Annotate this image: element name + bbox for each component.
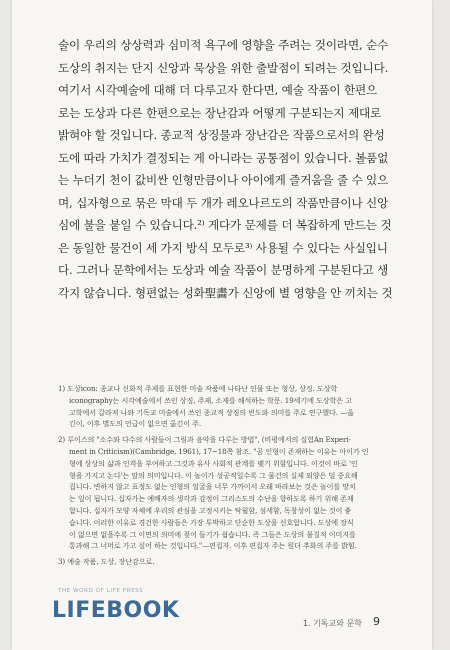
footnote-line: 고학에서 갈라져 나와 기독교 미술에서 쓰인 종교적 상징의 빈도와 의미를 주로 연구했다. —옮	[69, 407, 354, 417]
body-line: 각지 않습니다. 형편없는 성화聖畵가 신앙에 별 영향을 안 끼치는 것	[58, 285, 393, 300]
footnote-line: 는 일이 됩니다. 십자가는 예배자의 생각과 감정이 그리스도의 수난을 향하도록 하기 위해 존재	[69, 494, 354, 504]
body-line: 다. 그러나 문학에서는 도상과 예술 작품이 분명하게 구분된다고 생	[58, 263, 389, 277]
running-footer-chapter: 1. 기독교와 문학	[302, 619, 362, 628]
footnote-line: ment in Criticism)(Cambridge, 1961), 17~18쪽 참조. "곰 인형이 존재하는 이유는 아이가 인	[69, 446, 369, 456]
footnotes	[58, 383, 420, 572]
footnote-line: 1) 도상icon: 종교나 신화적 주제를 표현한 미술 작품에 나타난 인물 또는 형상, 상징. 도상학	[58, 384, 338, 393]
body-text	[58, 34, 420, 304]
book-page	[12, 0, 432, 650]
footnote-line: 습니다. 이러한 이유로 경건한 사람들은 가장 투박하고 단순한 도상을 선호합니다. 도상에 장식	[69, 517, 354, 527]
body-line: 은 동일한 물건이 세 가지 방식 모두로³⁾ 사용될 수 있다는 사실입니	[58, 240, 388, 255]
footnote-1	[58, 383, 420, 430]
watermark-logo-text: LIFEBOOK	[52, 598, 180, 623]
body-line: 심에 불을 붙일 수 있습니다.²⁾ 게다가 문제를 더 복잡하게 만드는 것	[58, 218, 392, 232]
footnote-line: 집니다. 변하지 않고 표정도 없는 인형의 얼굴을 너무 가까이서 오래 바라보는 것은 놀이를 망치	[69, 482, 356, 492]
footnote-line: 2) 루이스의 "소수와 다수의 사람들이 그림과 음악을 다루는 방법", (비평에서의 실험An Experi-	[58, 435, 351, 445]
footnote-line: 3) 예술 작품, 도상, 장난감으로.	[58, 557, 155, 567]
body-line: 밝혀야 할 것입니다. 종교적 상징물과 장난감은 작품으로서의 완성	[58, 128, 385, 142]
footnote-line: 긴이, 이후 별도의 언급이 없으면 옮긴이 주.	[69, 419, 202, 429]
footnote-2	[58, 434, 420, 552]
footnote-line: 형을 가지고 논다'는 말의 의미입니다. 이 놀이가 성공적일수록 그 물건의 실제 외양은 덜 중요해	[69, 470, 358, 480]
lifebook-watermark-logo	[52, 588, 180, 638]
body-line: 도에 따라 가치가 결정되는 게 아니라는 공통점이 있습니다. 볼품없	[58, 150, 389, 165]
body-line: 는 누더기 천이 값비싼 인형만큼이나 아이에게 즐거움을 줄 수 있으	[58, 173, 389, 187]
watermark-publisher-text: THE WORD OF LIFE PRESS	[58, 588, 144, 594]
footnote-3	[58, 556, 420, 568]
footnote-line: iconography는 시각예술에서 쓰인 상징, 주제, 소재를 해석하는 학문. 19세기에 도상학은 고	[69, 395, 352, 405]
footnote-line: 통과해 그 너머로 가고 싶어 하는 것입니다."—편집자. 이후 편집자 주는 원더 추화의 주를 밝힘.	[69, 541, 357, 551]
footnote-line: 합니다. 십자가 모양 자체에 우리의 관심을 고정시키는 탁월함, 섬세함, 독창성이 없는 것이 좋	[69, 505, 352, 515]
footnote-line: 형에 상상의 삶과 인격을 부여하고 그것과 유사 사회적 관계를 맺기 위함입니다. 이것이 바로 '인	[69, 458, 358, 468]
body-line: 술이 우리의 상상력과 심미적 욕구에 영향을 주려는 것이라면, 순수	[58, 38, 389, 52]
body-line: 도상의 취지는 단지 신앙과 묵상을 위한 출발점이 되려는 것입니다.	[58, 60, 389, 75]
page-number: 9	[373, 615, 380, 628]
body-line: 여기서 시각예술에 대해 더 다루고자 한다면, 예술 작품이 한편으	[58, 83, 378, 97]
footnote-line: 이 없으면 없을수록 그 이면의 의미에 젖어 들기가 쉽습니다. 즉 그들은 도상의 물질적 이미지를	[69, 529, 356, 539]
body-line: 며, 십자형으로 묶은 막대 두 개가 레오나르도의 작품만큼이나 신앙	[58, 195, 389, 210]
body-line: 로는 도상과 다른 한편으로는 장난감과 어떻게 구분되는지 제대로	[58, 105, 382, 120]
